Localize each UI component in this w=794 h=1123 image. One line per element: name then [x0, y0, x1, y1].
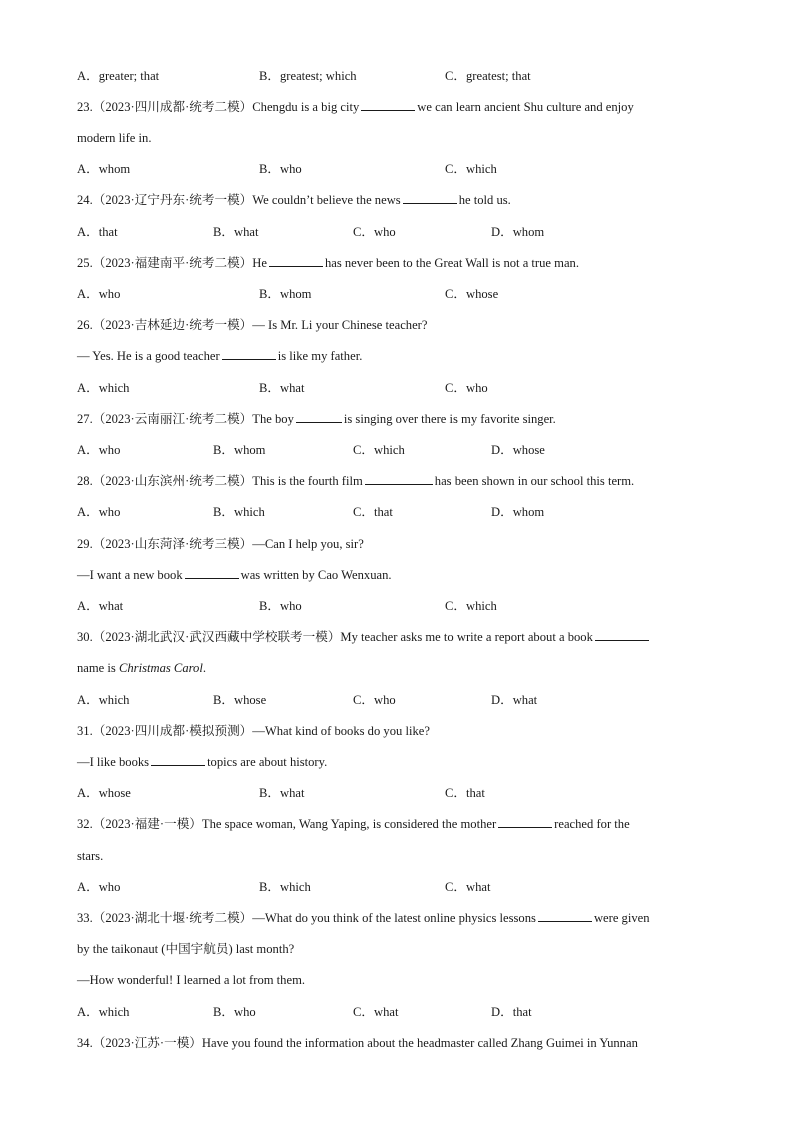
answer-blank: [269, 253, 323, 267]
q23-options: [77, 159, 724, 179]
q24-option-c: C．who: [353, 225, 396, 239]
q26-option-b: B．what: [259, 381, 305, 395]
q33-stem-line3: —How wonderful! I learned a lot from them.: [77, 973, 306, 987]
q32-options: [77, 877, 724, 897]
q26-option-c: C．who: [445, 381, 488, 395]
q25-text-b: has never been to the Great Wall is not a true man.: [324, 256, 579, 270]
answer-blank: [185, 565, 239, 579]
q33-text-a: 33.（2023·湖北十堰·统考二模）—What do you think of the latest online physics lessons: [77, 911, 536, 925]
q28-option-d: D．whom: [491, 505, 545, 519]
q31-stem-line2: [77, 752, 724, 772]
q29-option-a: A．what: [77, 599, 124, 613]
q32-stem-line1: [77, 814, 724, 834]
q30-text-c: .: [202, 661, 207, 675]
q28-options: [77, 502, 724, 522]
q28-option-a: A．who: [77, 505, 121, 519]
q30-option-b: B．whose: [213, 693, 267, 707]
q31-options: [77, 783, 724, 803]
q33-option-b: B．who: [213, 1005, 256, 1019]
q32-option-a: A．who: [77, 880, 121, 894]
answer-blank: [222, 346, 276, 360]
answer-blank: [361, 97, 415, 111]
q27-text-b: is singing over there is my favorite singer.: [343, 412, 556, 426]
q31-stem-line1: 31.（2023·四川成都·模拟预测）—What kind of books do you like?: [77, 724, 430, 738]
q23-option-b: B．who: [259, 162, 302, 176]
q29-option-b: B．who: [259, 599, 302, 613]
q32-stem-line2: stars.: [77, 849, 104, 863]
answer-blank: [151, 752, 205, 766]
q33-stem-line1: [77, 908, 724, 928]
q31-text-b: topics are about history.: [207, 755, 328, 769]
q25-option-b: B．whom: [259, 287, 312, 301]
q31-option-a: A．whose: [77, 786, 131, 800]
q33-option-a: A．which: [77, 1005, 130, 1019]
q26-options: [77, 378, 724, 398]
q23-stem-line2: modern life in.: [77, 131, 152, 145]
q23-option-c: C．which: [445, 162, 497, 176]
q30-stem-line2: [77, 658, 724, 678]
q27-option-d: D．whose: [491, 443, 545, 457]
q25-option-a: A．who: [77, 287, 121, 301]
q33-stem-line2: by the taikonaut (中国宇航员) last month?: [77, 942, 295, 956]
answer-blank: [538, 908, 592, 922]
q30-options: [77, 690, 724, 710]
q33-text-b: were given: [593, 911, 650, 925]
q29-options: [77, 596, 724, 616]
q33-option-c: C．what: [353, 1005, 399, 1019]
q32-option-c: C．what: [445, 880, 491, 894]
q32-text-b: reached for the: [554, 817, 630, 831]
book-title: Christmas Carol: [118, 661, 203, 675]
answer-blank: [365, 471, 433, 485]
q25-stem: [77, 253, 724, 273]
q24-option-a: A．that: [77, 225, 118, 239]
q30-text-a: 30.（2023·湖北武汉·武汉西藏中学校联考一模）My teacher asks me to write a report about a book: [77, 630, 593, 644]
q24-text-a: 24.（2023·辽宁丹东·统考一模）We couldn’t believe the news: [77, 193, 401, 207]
q31-option-c: C．that: [445, 786, 485, 800]
q26-option-a: A．which: [77, 381, 130, 395]
q30-option-d: D．what: [491, 693, 538, 707]
q30-option-c: C．who: [353, 693, 396, 707]
q24-option-d: D．whom: [491, 225, 545, 239]
q24-stem: [77, 190, 724, 210]
q32-text-a: 32.（2023·福建·一模）The space woman, Wang Yaping, is considered the mother: [77, 817, 497, 831]
q32-option-b: B．which: [259, 880, 311, 894]
q29-stem-line2: [77, 565, 724, 585]
q27-option-c: C．which: [353, 443, 405, 457]
q29-option-c: C．which: [445, 599, 497, 613]
q24-text-b: he told us.: [458, 193, 511, 207]
q29-stem-line1: 29.（2023·山东菏泽·统考三模）—Can I help you, sir?: [77, 537, 364, 551]
q28-option-b: B．which: [213, 505, 265, 519]
q23-text-a: 23.（2023·四川成都·统考二模）Chengdu is a big city: [77, 100, 360, 114]
q30-option-a: A．which: [77, 693, 130, 707]
q27-option-b: B．whom: [213, 443, 266, 457]
q25-option-c: C．whose: [445, 287, 499, 301]
q27-stem: [77, 409, 724, 429]
q25-text-a: 25.（2023·福建南平·统考二模）He: [77, 256, 267, 270]
q25-options: [77, 284, 724, 304]
q29-text-b: was written by Cao Wenxuan.: [240, 568, 392, 582]
q33-options: [77, 1002, 724, 1022]
q27-option-a: A．who: [77, 443, 121, 457]
q28-stem: [77, 471, 724, 491]
q22-option-b: B．greatest; which: [259, 69, 357, 83]
q22-option-a: A．greater; that: [77, 69, 160, 83]
q23-text-b: we can learn ancient Shu culture and enjoy: [417, 100, 634, 114]
q26-stem-line2: [77, 346, 724, 366]
q24-option-b: B．what: [213, 225, 259, 239]
q28-text-a: 28.（2023·山东滨州·统考二模）This is the fourth film: [77, 474, 363, 488]
q27-options: [77, 440, 724, 460]
q28-text-b: has been shown in our school this term.: [434, 474, 635, 488]
q31-text-a: —I like books: [77, 755, 150, 769]
q24-options: [77, 222, 724, 242]
q26-text-b: is like my father.: [277, 349, 363, 363]
answer-blank: [296, 409, 342, 423]
q33-option-d: D．that: [491, 1005, 532, 1019]
answer-blank: [595, 627, 649, 641]
q29-text-a: —I want a new book: [77, 568, 183, 582]
q22-options: [77, 66, 724, 86]
q28-option-c: C．that: [353, 505, 393, 519]
q30-stem-line1: [77, 627, 724, 647]
q23-stem-line1: [77, 97, 724, 117]
q23-option-a: A．whom: [77, 162, 131, 176]
answer-blank: [403, 190, 457, 204]
q31-option-b: B．what: [259, 786, 305, 800]
q26-stem-line1: 26.（2023·吉林延边·统考一模）— Is Mr. Li your Chinese teacher?: [77, 318, 428, 332]
q22-option-c: C．greatest; that: [445, 69, 531, 83]
q26-text-a: — Yes. He is a good teacher: [77, 349, 220, 363]
q34-stem-line1: 34.（2023·江苏·一模）Have you found the information about the headmaster called Zhang Guimei in Yunnan: [77, 1036, 638, 1050]
answer-blank: [498, 814, 552, 828]
q30-text-b: name is: [77, 661, 116, 675]
q27-text-a: 27.（2023·云南丽江·统考二模）The boy: [77, 412, 294, 426]
